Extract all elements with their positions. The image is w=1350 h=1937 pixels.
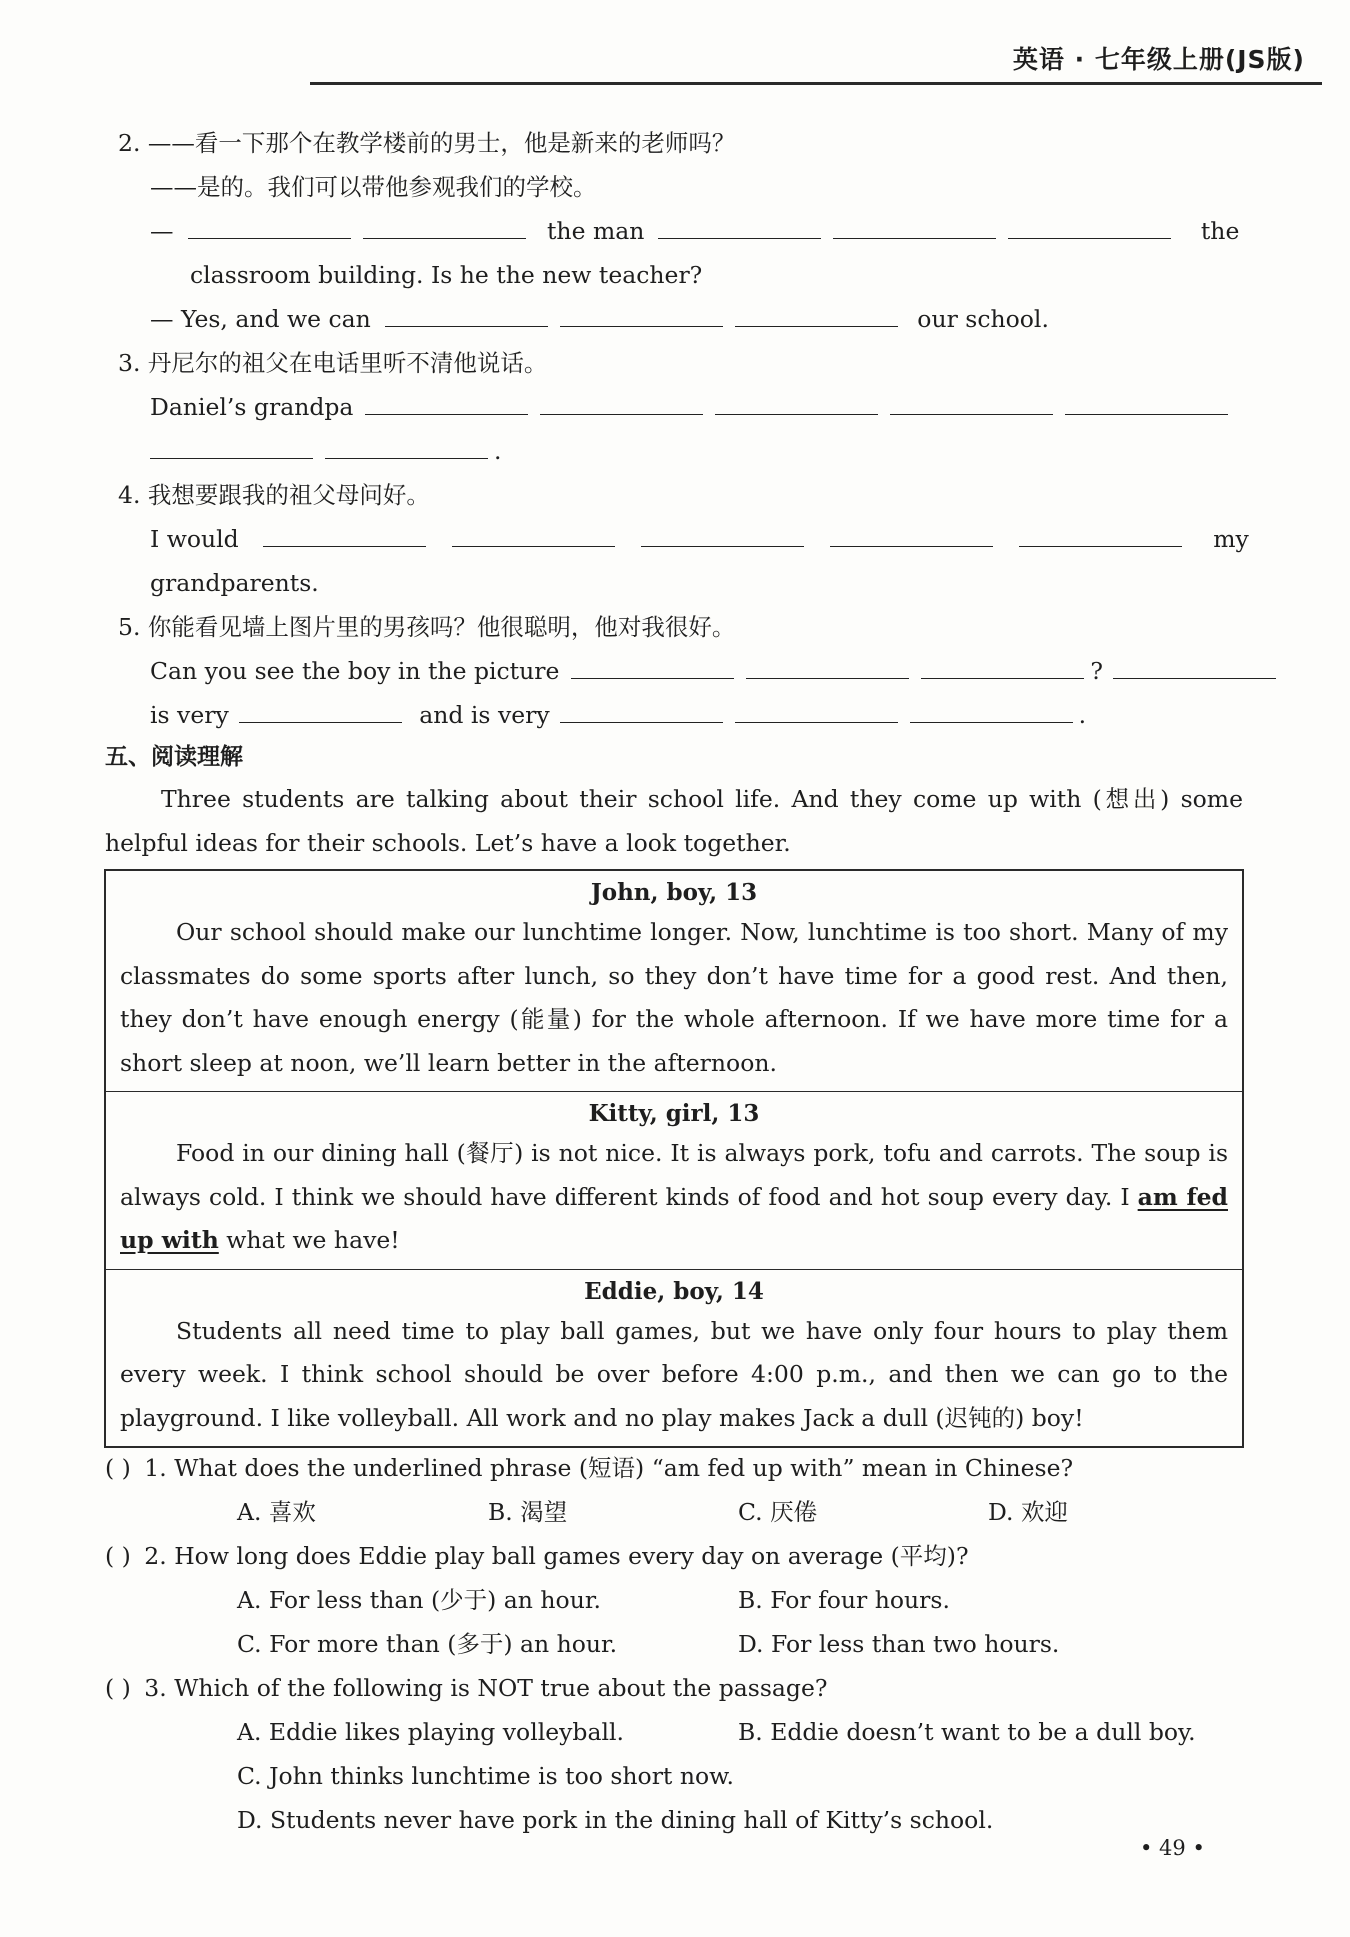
blank[interactable]: [150, 438, 313, 459]
header-title: 英语 · 七年级上册(JS版): [1012, 45, 1305, 74]
option-d[interactable]: D. 欢迎: [988, 1498, 1068, 1526]
fixed-text: our school.: [917, 305, 1049, 333]
blank[interactable]: [363, 218, 526, 239]
card-eddie: [106, 1270, 1242, 1447]
blank[interactable]: [735, 702, 898, 723]
q2-english-line-3: [150, 304, 1049, 334]
blank[interactable]: [1019, 526, 1182, 547]
fixed-text: ?: [1090, 657, 1103, 685]
q2-chinese-line-2: ——是的。我们可以带他参观我们的学校。: [150, 173, 597, 201]
fixed-text: — Yes, and we can: [150, 305, 371, 333]
fixed-text: .: [494, 437, 502, 465]
blank[interactable]: [239, 702, 402, 723]
fixed-text: Can you see the boy in the picture: [150, 657, 560, 685]
blank[interactable]: [830, 526, 993, 547]
blank[interactable]: [325, 438, 488, 459]
q3-english-line-1: [150, 392, 1234, 422]
card-heading: Eddie, boy, 14: [584, 1277, 764, 1305]
blank[interactable]: [188, 218, 351, 239]
blank[interactable]: [1008, 218, 1171, 239]
fixed-text: the: [1200, 217, 1240, 245]
option-b[interactable]: B. Eddie doesn’t want to be a dull boy.: [738, 1718, 1196, 1746]
blank[interactable]: [890, 394, 1053, 415]
blank[interactable]: [641, 526, 804, 547]
card-heading: John, boy, 13: [590, 879, 758, 906]
answer-bracket[interactable]: ( ): [105, 1542, 131, 1570]
dash: —: [150, 217, 174, 245]
text-part: what we have!: [218, 1226, 400, 1254]
card-text: Students all need time to play ball games, but we have only four hours to play them every week. I think school should be over before 4:00 p.m., and then we can go to the playground. I like volleyball. All work and no play makes Jack a dull (迟钝的) boy!: [120, 1316, 1228, 1432]
underlined-phrase: am fed up with: [120, 1182, 1228, 1254]
blank[interactable]: [746, 658, 909, 679]
option-d[interactable]: D. Students never have pork in the dining hall of Kitty’s school.: [237, 1806, 994, 1834]
q4-english-line-2: grandparents.: [150, 569, 319, 597]
blank[interactable]: [1065, 394, 1228, 415]
blank[interactable]: [263, 526, 426, 547]
card-kitty: [106, 1092, 1242, 1270]
option-b[interactable]: B. For four hours.: [738, 1586, 950, 1614]
blank[interactable]: [560, 702, 723, 723]
blank[interactable]: [452, 526, 615, 547]
blank[interactable]: [571, 658, 734, 679]
card-john: [106, 871, 1242, 1092]
question-stem: 1. What does the underlined phrase (短语) “am fed up with” mean in Chinese?: [144, 1454, 1074, 1482]
blank[interactable]: [365, 394, 528, 415]
fixed-text: I would: [150, 525, 239, 553]
blank[interactable]: [658, 218, 821, 239]
question-2: [105, 1541, 969, 1571]
q5-chinese: 5. 你能看见墙上图片里的男孩吗？他很聪明，他对我很好。: [118, 613, 736, 641]
question-stem: 2. How long does Eddie play ball games every day on average (平均)?: [144, 1542, 969, 1570]
blank[interactable]: [560, 306, 723, 327]
option-b[interactable]: B. 渴望: [488, 1498, 568, 1526]
q2-english-line-2: classroom building. Is he the new teacher?: [190, 261, 703, 289]
q2-chinese-line-1: 2. ——看一下那个在教学楼前的男士，他是新来的老师吗？: [118, 129, 736, 157]
option-c[interactable]: C. For more than (多于) an hour.: [237, 1630, 618, 1658]
header-rule: [310, 82, 1322, 85]
option-d[interactable]: D. For less than two hours.: [738, 1630, 1060, 1658]
q5-english-line-1: [150, 656, 1282, 686]
q2-english-line-1: [150, 216, 1239, 246]
option-c[interactable]: C. 厌倦: [738, 1498, 818, 1526]
option-a[interactable]: A. For less than (少于) an hour.: [237, 1586, 601, 1614]
answer-bracket[interactable]: ( ): [105, 1454, 131, 1482]
option-a[interactable]: A. Eddie likes playing volleyball.: [237, 1718, 624, 1746]
option-a[interactable]: A. 喜欢: [237, 1498, 316, 1526]
fixed-text: Daniel’s grandpa: [150, 393, 354, 421]
reading-table: [104, 869, 1244, 1448]
card-text: [120, 1132, 1228, 1263]
fixed-text: my: [1213, 525, 1249, 553]
fixed-text: and is very: [419, 701, 550, 729]
reading-intro: Three students are talking about their school life. And they come up with (想出) some helpful ideas for their schools. Let’s have a look together.: [105, 785, 1243, 857]
card-heading: Kitty, girl, 13: [588, 1100, 760, 1127]
blank[interactable]: [735, 306, 898, 327]
q4-chinese: 4. 我想要跟我的祖父母问好。: [118, 481, 430, 509]
blank[interactable]: [540, 394, 703, 415]
reading-section-title: 五、阅读理解: [105, 744, 243, 770]
fixed-text: the man: [546, 217, 645, 245]
option-c[interactable]: C. John thinks lunchtime is too short now.: [237, 1762, 734, 1790]
blank[interactable]: [910, 702, 1073, 723]
blank[interactable]: [833, 218, 996, 239]
blank[interactable]: [715, 394, 878, 415]
q3-english-line-2: [150, 436, 501, 466]
blank[interactable]: [385, 306, 548, 327]
q4-english-line-1: [150, 524, 1249, 554]
answer-bracket[interactable]: ( ): [105, 1674, 131, 1702]
q3-chinese: 3. 丹尼尔的祖父在电话里听不清他说话。: [118, 349, 548, 377]
question-stem: 3. Which of the following is NOT true about the passage?: [144, 1674, 828, 1702]
page-number: • 49 •: [1140, 1836, 1205, 1860]
q5-english-line-2: [150, 700, 1086, 730]
question-3: [105, 1673, 827, 1703]
fixed-text: .: [1078, 701, 1087, 729]
blank[interactable]: [1113, 658, 1276, 679]
text-part: Food in our dining hall (餐厅) is not nice. It is always pork, tofu and carrots. The soup is always cold. I think we should have different kinds of food and hot soup every day. I: [120, 1139, 1228, 1211]
fixed-text: is very: [150, 701, 229, 729]
card-text: Our school should make our lunchtime longer. Now, lunchtime is too short. Many of my classmates do some sports after lunch, so they don’t have time for a good rest. And then, they don’t have enough energy (能量) for the whole afternoon. If we have more time for a short sleep at noon, we’ll learn better in the afternoon.: [120, 918, 1228, 1077]
blank[interactable]: [921, 658, 1084, 679]
question-1: [105, 1453, 1073, 1483]
